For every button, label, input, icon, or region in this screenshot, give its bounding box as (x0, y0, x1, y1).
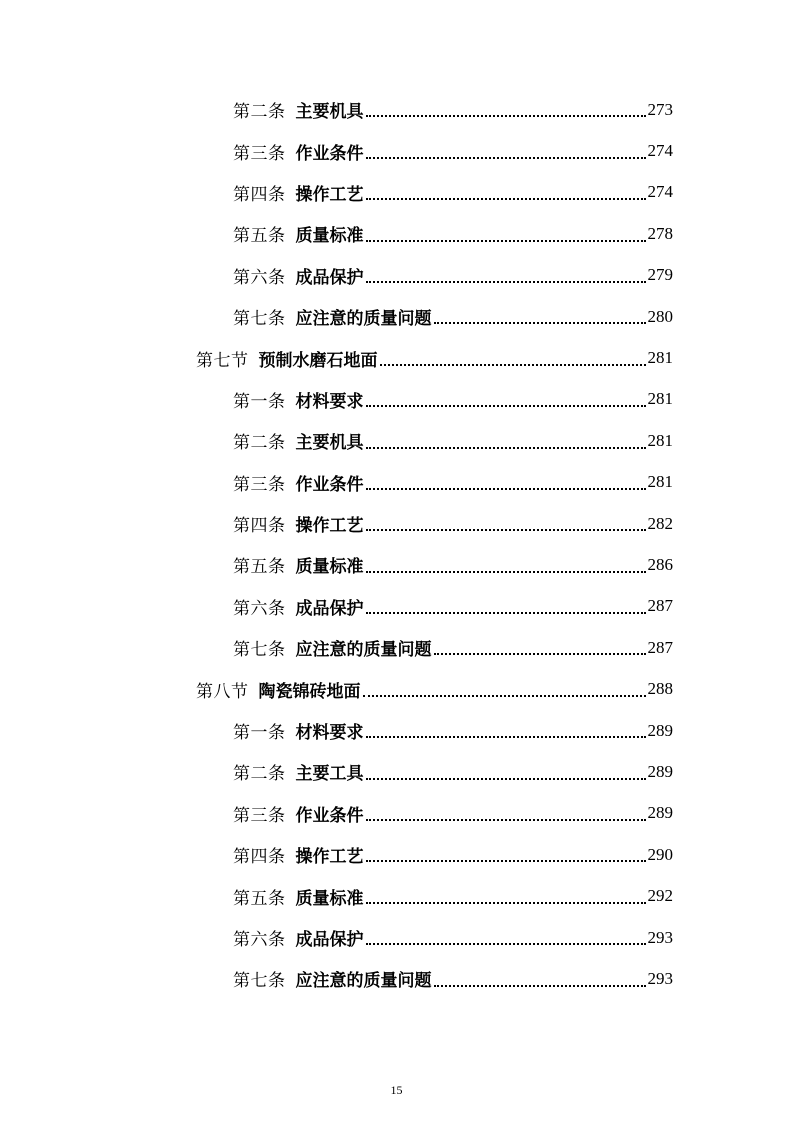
toc-entry-title: 应注意的质量问题 (295, 309, 432, 330)
dot-leader (366, 777, 646, 780)
toc-entry[interactable] (0, 710, 793, 751)
toc-entry-page: 274 (647, 141, 673, 161)
toc-entry-title: 作业条件 (295, 805, 364, 826)
toc-entry-title: 主要机具 (295, 433, 364, 454)
toc-entry[interactable] (0, 89, 793, 130)
toc-entry-page: 274 (647, 182, 673, 202)
toc-entry[interactable] (0, 172, 793, 213)
toc-entry-page: 288 (647, 679, 673, 699)
toc-entry[interactable] (0, 834, 793, 875)
toc-entry-number: 第六条 (233, 598, 286, 619)
toc-entry[interactable] (0, 793, 793, 834)
toc-entry-number: 第四条 (233, 516, 286, 537)
toc-entry[interactable] (0, 627, 793, 668)
toc-entry-number: 第六条 (233, 930, 286, 950)
toc-entry-title: 应注意的质量问题 (295, 971, 432, 992)
toc-entry-number: 第三条 (233, 805, 286, 826)
dot-leader (366, 818, 646, 821)
toc-entry-number: 第五条 (233, 226, 286, 247)
toc-entry-title: 操作工艺 (295, 516, 364, 537)
toc-entry-title: 材料要求 (295, 391, 364, 412)
toc-entry-number: 第三条 (233, 474, 286, 495)
toc-entry-number: 第一条 (233, 723, 286, 744)
toc-entry-page: 293 (647, 927, 673, 947)
dot-leader (366, 114, 646, 117)
toc-entry-title: 主要机具 (295, 102, 364, 123)
dot-leader (363, 694, 646, 697)
toc-entry-title: 作业条件 (295, 143, 364, 164)
dot-leader (366, 156, 646, 159)
toc-entry-number: 第七条 (233, 309, 286, 330)
toc-entry-title: 主要工具 (295, 764, 364, 785)
toc-entry-title: 材料要求 (295, 723, 364, 744)
toc-entry[interactable] (0, 462, 793, 503)
page-footer (0, 1083, 793, 1098)
toc-entry-page: 279 (647, 265, 673, 285)
dot-leader (366, 570, 646, 573)
dot-leader (380, 363, 646, 366)
toc-entry[interactable] (0, 296, 793, 337)
toc-entry-title: 成品保护 (295, 267, 364, 288)
toc-entry[interactable] (0, 420, 793, 461)
toc-entry-number: 第二条 (233, 764, 286, 785)
toc-entry-title: 质量标准 (295, 226, 364, 247)
toc-entry-title: 预制水磨石地面 (258, 350, 378, 371)
toc-entry-page: 282 (647, 513, 673, 533)
toc-entry[interactable] (0, 917, 793, 958)
toc-entry-number: 第五条 (233, 888, 286, 909)
toc-entry-title: 质量标准 (295, 557, 364, 578)
toc-entry[interactable] (0, 130, 793, 171)
toc-entry[interactable] (0, 875, 793, 916)
dot-leader (366, 528, 646, 531)
toc-entry-title: 操作工艺 (295, 847, 364, 868)
toc-entry-title: 成品保护 (295, 930, 364, 950)
dot-leader (366, 859, 646, 862)
dot-leader (366, 239, 646, 242)
toc-entry-page: 289 (647, 761, 673, 781)
toc-entry-number: 第六条 (233, 267, 286, 288)
toc-entry-number: 第四条 (233, 184, 286, 205)
toc-entry-title: 质量标准 (295, 888, 364, 909)
toc-entry-page: 286 (647, 554, 673, 574)
toc-entry-title: 应注意的质量问题 (295, 640, 432, 661)
toc-entry[interactable] (0, 958, 793, 999)
page-number: 15 (390, 1083, 403, 1097)
toc-entry-page: 287 (647, 637, 673, 657)
dot-leader (434, 321, 646, 324)
toc-entry-number: 第二条 (233, 102, 286, 123)
dot-leader (434, 984, 646, 987)
toc-entry-title: 成品保护 (295, 598, 364, 619)
toc-entry-page: 278 (647, 223, 673, 243)
toc-entry[interactable] (0, 544, 793, 585)
toc-entry-page: 273 (647, 99, 673, 119)
toc-entry[interactable] (0, 379, 793, 420)
toc-entry[interactable] (0, 255, 793, 296)
toc-entry[interactable] (0, 751, 793, 792)
toc-entry-page: 293 (647, 968, 673, 988)
toc-entry-page: 281 (647, 472, 673, 492)
dot-leader (366, 487, 646, 490)
toc-entry-number: 第五条 (233, 557, 286, 578)
dot-leader (434, 652, 646, 655)
dot-leader (366, 901, 646, 904)
dot-leader (366, 404, 646, 407)
dot-leader (366, 197, 646, 200)
dot-leader (366, 280, 646, 283)
toc-entry-page: 281 (647, 389, 673, 409)
toc-entry-number: 第八节 (196, 681, 249, 702)
toc-section-entry[interactable] (0, 337, 793, 378)
toc-entry-number: 第二条 (233, 433, 286, 454)
toc-entry[interactable] (0, 586, 793, 627)
toc-entry-title: 作业条件 (295, 474, 364, 495)
dot-leader (366, 735, 646, 738)
toc-entry-page: 290 (647, 844, 673, 864)
toc-entry-number: 第三条 (233, 143, 286, 164)
toc-entry-number: 第一条 (233, 391, 286, 412)
toc-entry-page: 292 (647, 886, 673, 906)
toc-entry-page: 281 (647, 430, 673, 450)
toc-entry-title: 陶瓷锦砖地面 (258, 681, 361, 702)
toc-entry[interactable] (0, 503, 793, 544)
toc-entry-page: 289 (647, 720, 673, 740)
toc-entry-title: 操作工艺 (295, 184, 364, 205)
dot-leader (366, 942, 646, 945)
toc-entry-page: 289 (647, 803, 673, 823)
toc-entry[interactable] (0, 213, 793, 254)
toc-entry-page: 287 (647, 596, 673, 616)
toc-entry-number: 第七节 (196, 350, 249, 371)
toc-entry-number: 第七条 (233, 640, 286, 661)
dot-leader (366, 446, 646, 449)
table-of-contents (0, 89, 793, 1000)
toc-entry-page: 281 (647, 348, 673, 368)
toc-entry-number: 第七条 (233, 971, 286, 992)
toc-entry-number: 第四条 (233, 847, 286, 868)
dot-leader (366, 611, 646, 614)
toc-section-entry[interactable] (0, 668, 793, 709)
toc-entry-page: 280 (647, 306, 673, 326)
